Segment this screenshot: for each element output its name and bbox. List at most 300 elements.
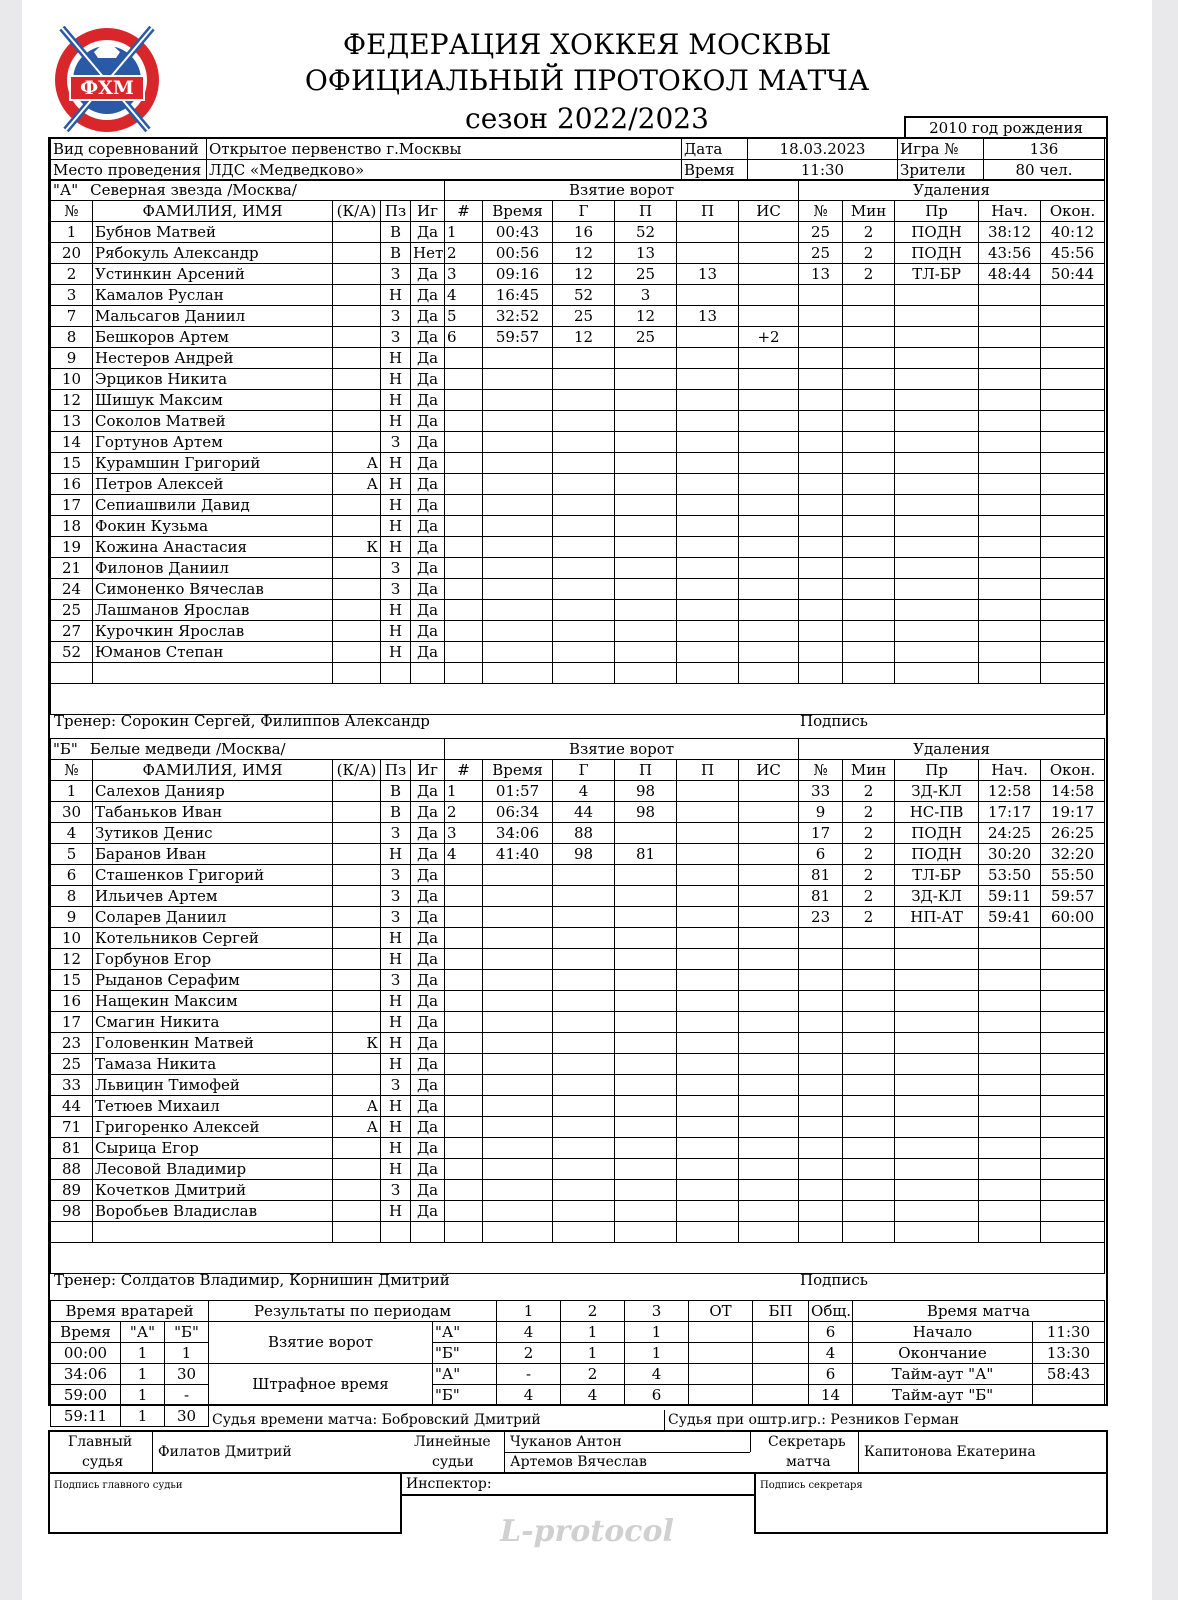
penalty-end-empty — [1041, 306, 1105, 327]
game-value: 136 — [984, 139, 1105, 160]
pimB-bp — [753, 1385, 809, 1406]
goal-assist-2-empty — [677, 1075, 739, 1096]
goal-scorer-empty — [553, 1054, 615, 1075]
spect-label: Зрители — [898, 160, 984, 181]
penalty-end-empty — [1041, 516, 1105, 537]
player-played: Да — [411, 1054, 445, 1075]
penalty-start-empty — [979, 949, 1041, 970]
goal-assist-2-empty — [677, 1180, 739, 1201]
player-position: В — [381, 243, 411, 264]
col-header-ka: (К/А) — [333, 201, 381, 222]
col-header-p-num: № — [799, 201, 843, 222]
goalie-change-time: 00:00 — [51, 1343, 121, 1364]
goal-scorer-empty — [553, 1012, 615, 1033]
penalty-player: 25 — [799, 222, 843, 243]
player-row — [51, 1096, 1105, 1117]
player-position: Н — [381, 1117, 411, 1138]
col-header-g-time: Время — [483, 760, 553, 781]
penalty-start-empty — [979, 1117, 1041, 1138]
player-played: Да — [411, 642, 445, 663]
goal-time-empty — [483, 1012, 553, 1033]
player-position: В — [381, 781, 411, 802]
date-value: 18.03.2023 — [748, 139, 898, 160]
player-played: Да — [411, 970, 445, 991]
goal-assist-2-empty — [677, 1159, 739, 1180]
player-name: Рыданов Серафим — [93, 970, 333, 991]
goalsA-p2: 1 — [561, 1322, 625, 1343]
goal-assist-2-empty — [677, 1138, 739, 1159]
penalty-end-empty — [1041, 495, 1105, 516]
goal-assist-2-empty — [677, 1096, 739, 1117]
player-played: Да — [411, 264, 445, 285]
goal-assist-2-empty — [677, 1222, 739, 1243]
penalty-player-empty — [799, 327, 843, 348]
goal-assist-1: 98 — [615, 802, 677, 823]
player-played: Да — [411, 844, 445, 865]
player-row — [51, 390, 1105, 411]
player-played — [411, 1222, 445, 1243]
goalsB-bp — [753, 1343, 809, 1364]
goal-assist-1-empty — [615, 663, 677, 684]
goal-time-empty — [483, 579, 553, 600]
goal-number-empty — [445, 474, 483, 495]
penalty-minutes-empty — [843, 600, 895, 621]
goal-assist-1-empty — [615, 865, 677, 886]
col-header-p-start: Нач. — [979, 201, 1041, 222]
penalty-minutes-empty — [843, 949, 895, 970]
goal-time-empty — [483, 411, 553, 432]
penalty-end-empty — [1041, 1096, 1105, 1117]
penalty-minutes: 2 — [843, 222, 895, 243]
goal-situation-empty — [739, 579, 799, 600]
main-ref-name: Филатов Дмитрий — [158, 1444, 292, 1460]
goal-assist-2-empty — [677, 1054, 739, 1075]
penalty-start-empty — [979, 285, 1041, 306]
penalty-reason: НП-АТ — [895, 907, 979, 928]
player-row — [51, 558, 1105, 579]
col-header-p-min: Мин — [843, 760, 895, 781]
player-position: Н — [381, 348, 411, 369]
player-number: 7 — [51, 306, 93, 327]
penalty-minutes-empty — [843, 928, 895, 949]
penalty-reason-empty — [895, 474, 979, 495]
penalty-end-empty — [1041, 1222, 1105, 1243]
player-row — [51, 844, 1105, 865]
player-name: Нащекин Максим — [93, 991, 333, 1012]
player-row — [51, 306, 1105, 327]
goal-number: 4 — [445, 844, 483, 865]
player-captain — [333, 621, 381, 642]
goal-situation-empty — [739, 642, 799, 663]
player-number: 12 — [51, 390, 93, 411]
player-position: Н — [381, 411, 411, 432]
goal-scorer-empty — [553, 516, 615, 537]
player-row — [51, 1222, 1105, 1243]
penalty-end: 19:17 — [1041, 802, 1105, 823]
goal-time-empty — [483, 453, 553, 474]
goal-situation-empty — [739, 621, 799, 642]
player-played: Да — [411, 222, 445, 243]
goal-situation-empty — [739, 663, 799, 684]
player-row — [51, 1201, 1105, 1222]
goal-scorer-empty — [553, 642, 615, 663]
player-name — [93, 663, 333, 684]
goal-time: 00:56 — [483, 243, 553, 264]
goal-time-empty — [483, 390, 553, 411]
penalty-start-empty — [979, 369, 1041, 390]
player-row — [51, 865, 1105, 886]
player-captain — [333, 306, 381, 327]
main-ref-label2: судья — [82, 1454, 124, 1470]
player-captain — [333, 781, 381, 802]
player-number: 12 — [51, 949, 93, 970]
goal-time-empty — [483, 1138, 553, 1159]
player-row — [51, 781, 1105, 802]
penalty-start-empty — [979, 600, 1041, 621]
penalty-player-empty — [799, 991, 843, 1012]
goal-assist-1-empty — [615, 1117, 677, 1138]
goal-assist-1-empty — [615, 1138, 677, 1159]
penalty-minutes-empty — [843, 432, 895, 453]
goal-number-empty — [445, 1159, 483, 1180]
penalties-title: Удаления — [799, 739, 1105, 760]
line-ref-2: Артемов Вячеслав — [510, 1454, 647, 1470]
player-row — [51, 348, 1105, 369]
spect-value: 80 чел. — [984, 160, 1105, 181]
timeout-b — [1033, 1385, 1105, 1406]
player-number: 44 — [51, 1096, 93, 1117]
penalty-minutes-empty — [843, 369, 895, 390]
goal-assist-1-empty — [615, 907, 677, 928]
col-header-g-p1: П — [615, 760, 677, 781]
player-played: Да — [411, 1033, 445, 1054]
goal-time-empty — [483, 970, 553, 991]
pimA-team: "А" — [433, 1364, 497, 1385]
player-played: Да — [411, 1117, 445, 1138]
penalty-end-empty — [1041, 453, 1105, 474]
goal-scorer-empty — [553, 558, 615, 579]
player-name: Бешкоров Артем — [93, 327, 333, 348]
player-number: 33 — [51, 1075, 93, 1096]
penalty-minutes: 2 — [843, 844, 895, 865]
goal-assist-1-empty — [615, 558, 677, 579]
penalty-player: 81 — [799, 865, 843, 886]
player-number: 52 — [51, 642, 93, 663]
goal-number: 3 — [445, 823, 483, 844]
penalty-minutes-empty — [843, 579, 895, 600]
goal-scorer-empty — [553, 1096, 615, 1117]
penalty-reason-empty — [895, 991, 979, 1012]
pimA-bp — [753, 1364, 809, 1385]
penalty-start-empty — [979, 537, 1041, 558]
penalty-end-empty — [1041, 1159, 1105, 1180]
goal-assist-2 — [677, 802, 739, 823]
penalty-start: 30:20 — [979, 844, 1041, 865]
goal-situation — [739, 243, 799, 264]
venue-value: ЛДС «Медведково» — [207, 160, 682, 181]
penalty-start: 38:12 — [979, 222, 1041, 243]
player-number — [51, 1222, 93, 1243]
goal-assist-2-empty — [677, 886, 739, 907]
penalty-minutes-empty — [843, 306, 895, 327]
player-position: Н — [381, 285, 411, 306]
penalty-player: 9 — [799, 802, 843, 823]
goal-assist-1-empty — [615, 537, 677, 558]
goal-number-empty — [445, 1075, 483, 1096]
periods-hbp: БП — [753, 1301, 809, 1322]
goalie-change-time: 59:11 — [51, 1406, 121, 1427]
player-captain — [333, 991, 381, 1012]
team-name: Белые медведи /Москва/ — [89, 739, 286, 758]
player-number: 98 — [51, 1201, 93, 1222]
penalty-minutes-empty — [843, 1201, 895, 1222]
player-row — [51, 621, 1105, 642]
player-name: Бубнов Матвей — [93, 222, 333, 243]
col-header-ig: Иг — [411, 760, 445, 781]
goal-situation-empty — [739, 1096, 799, 1117]
penalty-player-empty — [799, 348, 843, 369]
player-name: Соларев Даниил — [93, 907, 333, 928]
penalty-start: 59:11 — [979, 886, 1041, 907]
col-header-g-g: Г — [553, 760, 615, 781]
goal-situation-empty — [739, 1012, 799, 1033]
header-season: сезон 2022/2023 — [465, 102, 709, 135]
penalty-reason-empty — [895, 1222, 979, 1243]
penalty-player-empty — [799, 474, 843, 495]
penalty-start-empty — [979, 558, 1041, 579]
penalty-start-empty — [979, 991, 1041, 1012]
goal-assist-2-empty — [677, 453, 739, 474]
player-captain — [333, 844, 381, 865]
player-captain — [333, 663, 381, 684]
player-position: Н — [381, 1096, 411, 1117]
goal-assist-2-empty — [677, 1117, 739, 1138]
goal-scorer-empty — [553, 579, 615, 600]
goal-situation-empty — [739, 1033, 799, 1054]
goal-number-empty — [445, 516, 483, 537]
goal-scorer-empty — [553, 453, 615, 474]
player-captain: А — [333, 1117, 381, 1138]
player-position: З — [381, 432, 411, 453]
goal-situation-empty — [739, 537, 799, 558]
main-ref-sign: Подпись главного судьи — [54, 1480, 183, 1491]
player-row — [51, 823, 1105, 844]
goal-time-empty — [483, 474, 553, 495]
penalty-minutes: 2 — [843, 264, 895, 285]
goal-time-empty — [483, 516, 553, 537]
player-number: 8 — [51, 327, 93, 348]
col-header-num: № — [51, 201, 93, 222]
penalty-reason-empty — [895, 1117, 979, 1138]
penalty-reason-empty — [895, 1201, 979, 1222]
goal-number: 1 — [445, 222, 483, 243]
penalty-start-empty — [979, 390, 1041, 411]
player-captain — [333, 558, 381, 579]
goals-title: Взятие ворот — [445, 739, 799, 760]
penalty-minutes-empty — [843, 621, 895, 642]
penalty-player-empty — [799, 453, 843, 474]
penalty-player-empty — [799, 642, 843, 663]
penalty-end: 40:12 — [1041, 222, 1105, 243]
goal-time-empty — [483, 537, 553, 558]
penalty-minutes-empty — [843, 474, 895, 495]
player-played: Да — [411, 600, 445, 621]
penalty-reason-empty — [895, 1012, 979, 1033]
goal-scorer: 52 — [553, 285, 615, 306]
goal-situation-empty — [739, 1138, 799, 1159]
player-name: Табаньков Иван — [93, 802, 333, 823]
player-number: 23 — [51, 1033, 93, 1054]
goal-situation-empty — [739, 558, 799, 579]
player-played: Да — [411, 1075, 445, 1096]
player-number: 17 — [51, 1012, 93, 1033]
player-played: Да — [411, 928, 445, 949]
goal-situation-empty — [739, 1201, 799, 1222]
goal-number-empty — [445, 558, 483, 579]
goal-situation: +2 — [739, 327, 799, 348]
penalty-reason-empty — [895, 1075, 979, 1096]
goal-assist-2-empty — [677, 600, 739, 621]
goal-assist-1: 3 — [615, 285, 677, 306]
pimB-p3: 6 — [625, 1385, 689, 1406]
player-name: Головенкин Матвей — [93, 1033, 333, 1054]
penalty-end: 50:44 — [1041, 264, 1105, 285]
penalty-minutes: 2 — [843, 781, 895, 802]
penalty-reason: НС-ПВ — [895, 802, 979, 823]
goal-assist-2-empty — [677, 390, 739, 411]
goal-scorer-empty — [553, 1222, 615, 1243]
player-name: Симоненко Вячеслав — [93, 579, 333, 600]
player-name: Устинкин Арсений — [93, 264, 333, 285]
match-start: 11:30 — [1033, 1322, 1105, 1343]
penalty-reason: ПОДН — [895, 844, 979, 865]
player-row — [51, 495, 1105, 516]
penalty-minutes-empty — [843, 516, 895, 537]
player-number: 18 — [51, 516, 93, 537]
player-captain — [333, 865, 381, 886]
penalty-end-empty — [1041, 642, 1105, 663]
player-position: З — [381, 1180, 411, 1201]
player-captain — [333, 285, 381, 306]
goal-assist-1-empty — [615, 621, 677, 642]
player-played: Да — [411, 453, 445, 474]
goalie-time-row — [51, 1364, 209, 1385]
player-position: Н — [381, 844, 411, 865]
col-header-p-pr: Пр — [895, 760, 979, 781]
goal-assist-1: 52 — [615, 222, 677, 243]
penalty-reason-empty — [895, 600, 979, 621]
goalie-b: - — [165, 1385, 209, 1406]
secretary-label1: Секретарь — [768, 1434, 846, 1450]
player-position: Н — [381, 1012, 411, 1033]
penalty-end-empty — [1041, 390, 1105, 411]
player-row — [51, 970, 1105, 991]
penalty-player: 25 — [799, 243, 843, 264]
penalty-end-empty — [1041, 537, 1105, 558]
goal-assist-1-empty — [615, 474, 677, 495]
player-captain: А — [333, 474, 381, 495]
penalty-end-empty — [1041, 1117, 1105, 1138]
player-row — [51, 537, 1105, 558]
penalty-end: 55:50 — [1041, 865, 1105, 886]
goal-assist-2: 13 — [677, 264, 739, 285]
goal-scorer-empty — [553, 949, 615, 970]
goal-situation — [739, 222, 799, 243]
player-position: Н — [381, 537, 411, 558]
goal-time-empty — [483, 1180, 553, 1201]
player-position: Н — [381, 1033, 411, 1054]
player-row — [51, 663, 1105, 684]
penalty-end-empty — [1041, 1180, 1105, 1201]
goalie-time-row — [51, 1343, 209, 1364]
penalty-start-empty — [979, 1138, 1041, 1159]
teamA-table — [50, 179, 1105, 715]
player-captain — [333, 495, 381, 516]
penalty-minutes-empty — [843, 1138, 895, 1159]
goal-situation — [739, 781, 799, 802]
player-name: Кожина Анастасия — [93, 537, 333, 558]
goal-number-empty — [445, 663, 483, 684]
penalty-end-empty — [1041, 348, 1105, 369]
goal-situation-empty — [739, 907, 799, 928]
player-row — [51, 928, 1105, 949]
penalty-minutes-empty — [843, 537, 895, 558]
periods-h3: 3 — [625, 1301, 689, 1322]
player-number: 15 — [51, 453, 93, 474]
goal-number-empty — [445, 642, 483, 663]
penalty-start-empty — [979, 474, 1041, 495]
penalty-minutes-empty — [843, 390, 895, 411]
goal-situation-empty — [739, 991, 799, 1012]
penalty-minutes-empty — [843, 663, 895, 684]
penalty-reason-empty — [895, 970, 979, 991]
goal-assist-2 — [677, 844, 739, 865]
penalty-start-empty — [979, 327, 1041, 348]
goal-number: 4 — [445, 285, 483, 306]
penalty-reason-empty — [895, 579, 979, 600]
penalty-reason-empty — [895, 537, 979, 558]
goal-number-empty — [445, 537, 483, 558]
penalty-reason-empty — [895, 1159, 979, 1180]
penalty-player-empty — [799, 1096, 843, 1117]
penalty-reason-empty — [895, 285, 979, 306]
player-position: Н — [381, 600, 411, 621]
penalty-start-empty — [979, 621, 1041, 642]
goal-scorer-empty — [553, 991, 615, 1012]
goal-assist-1 — [615, 823, 677, 844]
player-name: Камалов Руслан — [93, 285, 333, 306]
goal-assist-1-empty — [615, 991, 677, 1012]
penalty-reason-empty — [895, 1054, 979, 1075]
penalty-reason-empty — [895, 642, 979, 663]
team-label: "А" — [53, 180, 79, 199]
goal-number-empty — [445, 600, 483, 621]
col-header-p-end: Окон. — [1041, 760, 1105, 781]
player-number: 88 — [51, 1159, 93, 1180]
penalty-reason: ЗД-КЛ — [895, 781, 979, 802]
goal-situation-empty — [739, 1117, 799, 1138]
player-played: Да — [411, 558, 445, 579]
player-captain — [333, 802, 381, 823]
player-captain — [333, 432, 381, 453]
match-end: 13:30 — [1033, 1343, 1105, 1364]
player-name: Салехов Данияр — [93, 781, 333, 802]
player-number: 3 — [51, 285, 93, 306]
player-name: Сырица Егор — [93, 1138, 333, 1159]
penalty-end: 32:20 — [1041, 844, 1105, 865]
line-ref-1: Чуканов Антон — [510, 1434, 622, 1450]
player-number: 71 — [51, 1117, 93, 1138]
